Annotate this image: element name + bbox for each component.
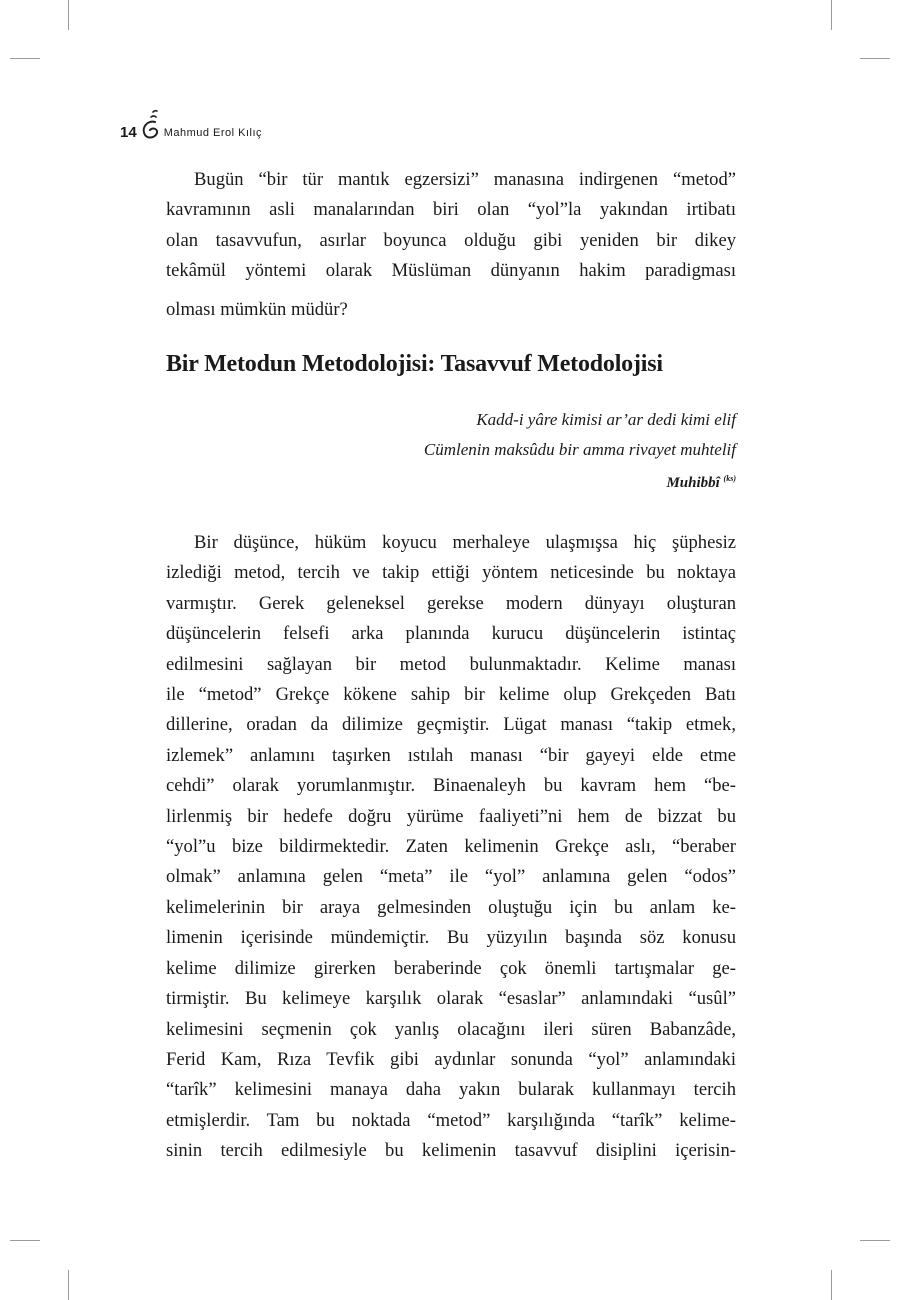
body-line: etmişlerdir. Tam bu noktada “metod” karşılığında “tarîk” kelime- <box>166 1109 736 1131</box>
crop-mark-top-right-vertical <box>831 0 832 30</box>
body-line: limenin içerisinde mündemiçtir. Bu yüzyılın başında söz konusu <box>166 927 736 949</box>
body-line: sinin tercih edilmesiyle bu kelimenin tasavvuf disiplini içerisin- <box>166 1140 736 1162</box>
running-head-author: Mahmud Erol Kılıç <box>163 127 263 139</box>
intro-line: olan tasavvufun, asırlar boyunca olduğu gibi yeniden bir dikey <box>166 229 736 251</box>
body-line: izlemek” anlamını taşırken ıstılah manası “bir gayeyi elde etme <box>166 744 736 766</box>
section-heading: Bir Metodun Metodolojisi: Tasavvuf Metodolojisi <box>166 351 663 377</box>
body-line: kelimelerinin bir araya gelmesinden oluştuğu için bu anlam ke- <box>166 896 736 918</box>
body-line: ile “metod” Grekçe kökene sahip bir kelime olup Grekçeden Batı <box>166 684 736 706</box>
intro-paragraph <box>166 165 736 325</box>
epigraph-author-honorific: (ks) <box>723 474 736 483</box>
intro-line: tekâmül yöntemi olarak Müslüman dünyanın hakim paradigması <box>166 260 736 282</box>
intro-line: olması mümkün müdür? <box>166 298 348 320</box>
body-line: Bir düşünce, hüküm koyucu merhaleye ulaşmışsa hiç şüphesiz <box>194 532 736 553</box>
crop-mark-bottom-left-vertical <box>68 1270 69 1300</box>
body-line: dillerine, oradan da dilimize geçmiştir. Lügat manası “takip etmek, <box>166 714 736 736</box>
crop-mark-bottom-right-vertical <box>831 1270 832 1300</box>
body-line: cehdi” olarak yorumlanmıştır. Binaenaleyh bu kavram hem “be- <box>166 775 736 797</box>
body-line: “tarîk” kelimesini manaya daha yakın bularak kullanmayı tercih <box>166 1079 736 1101</box>
page-number: 14 <box>120 124 137 141</box>
crop-mark-top-right-horizontal <box>860 58 890 59</box>
crop-mark-top-left-vertical <box>68 0 69 30</box>
body-paragraph <box>166 528 736 1167</box>
body-line: Ferid Kam, Rıza Tevfik gibi aydınlar sonunda “yol” anlamındaki <box>166 1048 736 1070</box>
intro-line: kavramının asli manalarından biri olan “yol”la yakından irtibatı <box>166 199 736 221</box>
epigraph-attribution <box>424 465 736 497</box>
crop-mark-top-left-horizontal <box>10 58 40 59</box>
body-line: tirmiştir. Bu kelimeye karşılık olarak “esaslar” anlamındaki “usûl” <box>166 988 736 1010</box>
body-line: edilmesini sağlayan bir metod bulunmaktadır. Kelime manası <box>166 653 736 675</box>
body-line: düşüncelerin felsefi arka planında kurucu düşüncelerin istintaç <box>166 623 736 645</box>
crop-mark-bottom-left-horizontal <box>10 1240 40 1241</box>
epigraph <box>424 405 736 497</box>
body-line: olmak” anlamına gelen “meta” ile “yol” anlamına gelen “odos” <box>166 866 736 888</box>
running-head <box>120 108 262 140</box>
crop-mark-bottom-right-horizontal <box>860 1240 890 1241</box>
body-line: lirlenmiş bir hedefe doğru yürüme faaliyeti”ni hem de bizzat bu <box>166 805 736 827</box>
body-line: varmıştır. Gerek geleneksel gerekse modern dünyayı oluşturan <box>166 592 736 614</box>
body-line: “yol”u bize bildirmektedir. Zaten kelimenin Grekçe aslı, “beraber <box>166 836 736 858</box>
epigraph-verse-1: Kadd-i yâre kimisi ar’ar dedi kimi elif <box>476 410 736 429</box>
body-line: kelime dilimize girerken beraberinde çok önemli tartışmalar ge- <box>166 957 736 979</box>
epigraph-author: Muhibbî <box>666 475 720 491</box>
calligraphic-ornament-icon <box>139 108 161 140</box>
body-line: izlediği metod, tercih ve takip ettiği yöntem neticesinde bu noktaya <box>166 562 736 584</box>
body-line: kelimesini seçmenin çok yanlış olacağını ileri süren Babanzâde, <box>166 1018 736 1040</box>
epigraph-verse-2: Cümlenin maksûdu bir amma rivayet muhtelif <box>423 440 736 459</box>
intro-line: Bugün “bir tür mantık egzersizi” manasına indirgenen “metod” <box>194 169 736 190</box>
